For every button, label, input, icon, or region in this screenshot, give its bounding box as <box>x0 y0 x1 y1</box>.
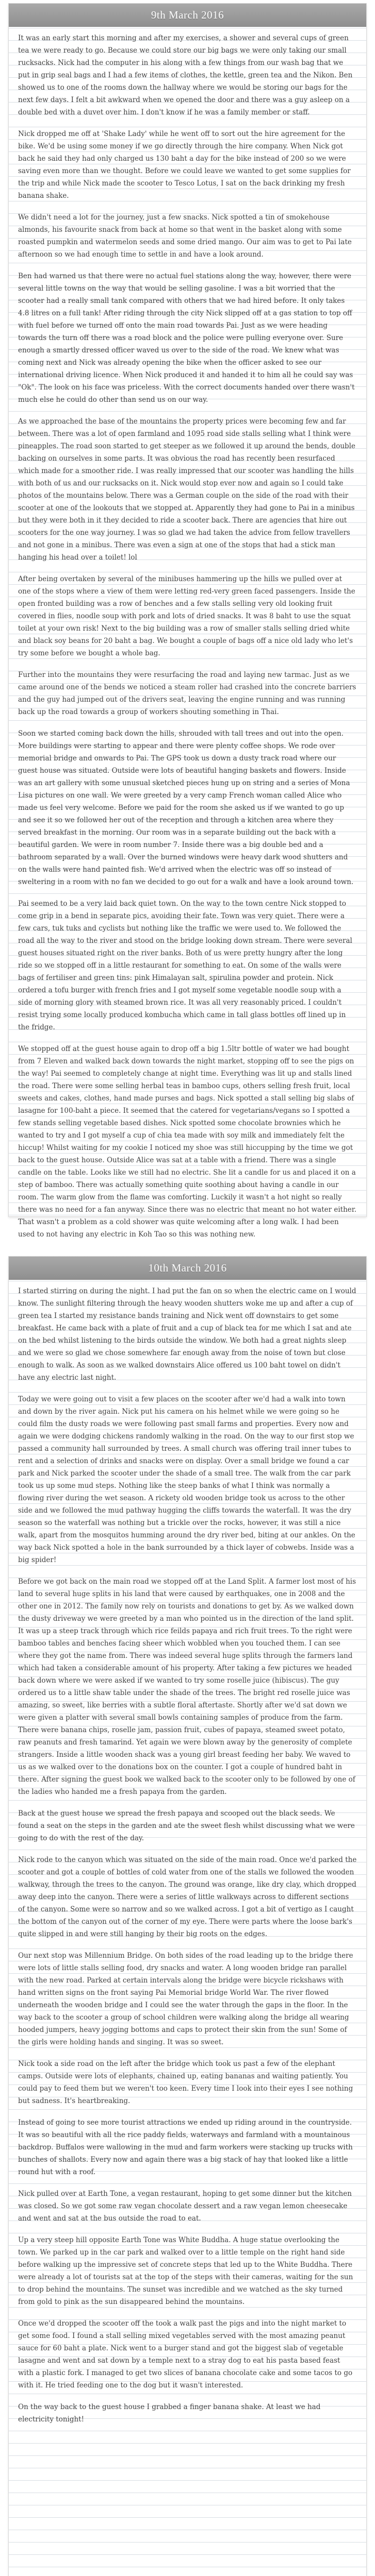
entry-date: 9th March 2016 <box>151 8 224 21</box>
entry-paragraph: Up a very steep hill opposite Earth Tone was White Buddha. A huge statue overlooking the town. We parked up in the car park and walked over to a little temple on the right hand side before walking up the impressive set of concrete steps that led up to the White Buddha. There were already a lot of tourists sat at the top of the steps with their cameras, waiting for the sun to drop behind the mountains. The sunset was incredible and we watched as the sky turned from gold to pink as the sun disappeared behind the mountains. <box>18 2236 353 2306</box>
entry-paragraph: As we approached the base of the mountains the property prices were becoming few and far between. There was a lot of open farmland and 1095 road side stalls selling what I think were pineapples. The road soon started to get steeper as we followed it up around the bends, double backing on ourselves in some parts. It was obvious the road has recently been resurfaced which made for a smoother ride. I was really impressed that our scooter was handling the hills with both of us and our rucksacks on it. Nick would stop ever now and again so I could take photos of the mountains below. There was a German couple on the side of the road with their scooter at one of the lookouts that we stopped at. Apparently they had gone to Pai in a minibus but they were both in it they decided to ride a scooter back. There are agencies that hire out scooters for the one way journey. I was so glad we had taken the advice from fellow travellers and not gone in a minibus. There was even a sign at one of the stops that had a stick man hanging his head over a toilet! lol <box>18 417 355 562</box>
entry-paragraph: Further into the mountains they were resurfacing the road and laying new tarmac. Just as we came around one of the bends we noticed a steam roller had crashed into the concrete barriers and the guy had jumped out of the drivers seat, leaving the engine running and was running back up the road towards a group of workers shouting something in Thai. <box>18 671 356 716</box>
journal-entry-card <box>8 1256 367 2576</box>
entry-body <box>9 27 366 1247</box>
entry-paragraph: After being overtaken by several of the minibuses hammering up the hills we pulled over at one of the stops where a view of them were letting red-very green faced passengers. Inside the open fronted building was a row of benches and a few stalls selling very old looking fruit covered in flies, noodle soup with pork and lots of dried snacks. It was 8 baht to use the squat toilet at your own risk! Next to the big building was a row of smaller stalls selling dried white and black soy beans for 20 baht a bag. We bought a couple of bags off a nice old lady who let's try some before we bought a whole bag. <box>18 575 355 657</box>
entry-header <box>9 4 366 27</box>
entry-paragraph: Once we'd dropped the scooter off the took a walk past the pigs and into the night market to get some food. I found a stall selling mixed vegetables served with the most amazing peanut sauce for 60 baht a plate. Nick went to a burger stand and got the biggest slab of vegetable lasagne and went and sat down by a temple next to a stray dog to eat his pasta based feast with a plastic fork. I managed to get two slices of banana chocolate cake and some tacos to go with it. He tried feeding one to the dog but it wasn't interested. <box>18 2319 353 2389</box>
entry-paragraph: Back at the guest house we spread the fresh papaya and scooped out the black seeds. We found a seat on the steps in the garden and ate the sweet flesh whilst discussing what we were going to do with the rest of the day. <box>18 1809 355 1842</box>
entry-paragraph: Pai seemed to be a very laid back quiet town. On the way to the town centre Nick stopped to come grip in a bend in separate pics, avoiding their fate. Town was very quiet. There were a few cars, tuk tuks and cyclists but nothing like the traffic we were used to. We followed the road all the way to the river and stood on the bridge looking down stream. There were several guest houses situated right on the river banks. Both of us were pretty hungry after the long ride so we stopped off in a little restaurant for something to eat. On some of the walls were bags of fertiliser and green tins: pink Himalayan salt, spirulina powder and protein. Nick ordered a tofu burger with french fries and I got myself some vegetable noodle soup with a side of morning glory with steamed brown rice. It was all very reasonably priced. I couldn't resist trying some locally produced kombucha which came in tall glass bottles off lined up in the fridge. <box>18 900 352 1031</box>
entry-paragraph: Before we got back on the main road we stopped off at the Land Split. A farmer lost most of his land to several huge splits in his land that were caused by earthquakes, one in 2008 and the other one in 2012. The family now rely on tourists and donations to get by. As we walked down the dusty driveway we were greeted by a man who pointed us in the direction of the land split. It was up a steep track through which rice feilds papaya and rich fruit trees. To the right were bamboo tables and benches facing sheer which wobbled when you touched them. I can see where they got the name from. There was indeed several huge splits through the farmers land which had taken a considerable amount of his property. After taking a few pictures we headed back down where we were asked if we wanted to try some roselle juice (hibiscus). The guy ordered us to a little shaw table under the shade of the trees. The bright red roselle juice was amazing, so sweet, like berries with a subtle floral aftertaste. Shortly after we'd sat down we were given a platter with several small bowls containing samples of produce from the farm. There were banana chips, roselle jam, passion fruit, cubes of papaya, steamed sweet potato, raw peanuts and fresh tamarind. Yet again we were blown away by the generosity of complete strangers. Inside a little wooden shack was a young girl breast feeding her baby. We waved to us as we walked over to the donations box on the counter. I got a couple of hundred baht in there. After signing the guest book we walked back to the scooter only to be followed by one of the ladies who handed me a fresh papaya from the garden. <box>18 1578 356 1796</box>
entry-paragraph: Today we were going out to visit a few places on the scooter after we'd had a walk into town and down by the river again. Nick put his camera on his helmet while we were going so he could film the dusty roads we were following past small farms and properties. Every now and again we were dodging chickens randomly walking in the road. On the way to our first stop we passed a community hall surrounded by trees. A small church was offering trail inner tubes to rent and a selection of drinks and snacks were on display. Over a small bridge we found a car park and Nick parked the scooter under the shade of a small tree. The walk from the car park took us up some mud steps. Nothing like the steep banks of what I think was normally a flowing river during the wet season. A rickety old wooden bridge took us across to the other side and we followed the mud pathway hugging the cliffs towards the waterfall. It was the dry season so the waterfall was nothing but a trickle over the rocks, however, it was still a nice walk, apart from the mosquitos humming around the dry river bed, biting at our ankles. On the way back Nick spotted a hole in the bank surrounded by a thick layer of cobwebs. Inside was a big spider! <box>18 1395 355 1564</box>
entry-paragraph: Nick took a side road on the left after the bridge which took us past a few of the elephant camps. Outside were lots of elephants, chained up, eating bananas and waiting patiently. You could pay to feed them but we weren't too keen. Every time I look into their eyes I see nothing but sadness. It's heartbreaking. <box>18 2060 353 2105</box>
entry-paragraph: I started stirring on during the night. I had put the fan on so when the electric came on I would know. The sunlight filtering through the heavy wooden shutters woke me up and after a cup of green tea I started my resistance bands training and Nick went off downstairs to get some breakfast. He came back with a plate of fruit and a cup of black tea for me which I sat and ate on the bed whilst listening to the birds outside the window. We both had a great nights sleep and we were so glad we chose somewhere far enough away from the noise of town but close enough to walk. As soon as we walked downstairs Alice offered us 100 baht towel on didn't have any electric last night. <box>18 1287 356 1382</box>
entry-date: 10th March 2016 <box>148 1261 227 1274</box>
entry-paragraph: Our next stop was Millennium Bridge. On both sides of the road leading up to the bridge there were lots of little stalls selling food, dry snacks and water. A long wooden bridge ran parallel with the new road. Parked at certain intervals along the bridge were bicycle rickshaws with hand written signs on the front saying Pai Memorial bridge World War. The river flowed underneath the wooden bridge and I could see the water through the gaps in the floor. In the way back to the scooter a group of school children were walking along the bridge all wearing hooded jumpers, heavy jogging bottoms and caps to protect their skin from the sun! Some of the girls were holding hands and singing. It was so sweet. <box>18 1952 353 2046</box>
entry-paragraph: Nick dropped me off at 'Shake Lady' while he went off to sort out the hire agreement for the bike. We'd be using some money if we go directly through the hire company. When Nick got back he said they had only charged us 130 baht a day for the bike instead of 200 so we were saving even more than we thought. Before we could leave we wanted to get some supplies for the trip and while Nick made the scooter to Tesco Lotus, I sat on the back drinking my fresh banana shake. <box>18 130 351 200</box>
entry-header <box>9 1257 366 1280</box>
journal-entry-card <box>8 3 367 1239</box>
entry-paragraph: It was an early start this morning and after my exercises, a shower and several cups of green tea we were ready to go. Because we could store our big bags we were only taking our small rucksacks. Nick had the computer in his along with a few things from our wash bag that we put in grip seal bags and I had a few items of clothes, the kettle, green tea and the Nikon. Ben showed us to one of the rooms down the hallway where we would be storing our bags for the next few days. I felt a bit awkward when we opened the door and there was a guy asleep on a double bed with a duvet over him. I don't know if he was a family member or staff. <box>18 34 353 116</box>
entry-paragraph: Nick rode to the canyon which was situated on the side of the main road. Once we'd parked the scooter and got a couple of bottles of cold water from one of the stalls we followed the wooden walkway, through the trees to the canyon. The ground was orange, like dry clay, which dropped away deep into the canyon. There were a series of little walkways across to different sections of the canyon. Some were so narrow and so we walked across. I got a bit of vertigo as I caught the bottom of the canyon out of the corner of my eye. There were parts where the loose bark's quite slipped in and were still hanging by their big roots on the edges. <box>18 1856 357 1938</box>
entry-body <box>9 1280 366 2432</box>
entry-paragraph: Nick pulled over at Earth Tone, a vegan restaurant, hoping to get some dinner but the kitchen was closed. So we got some raw vegan chocolate dessert and a raw vegan lemon cheesecake and went and sat at the bus outside the road to eat. <box>18 2190 352 2223</box>
entry-paragraph: On the way back to the guest house I grabbed a finger banana shake. At least we had electricity tonight! <box>18 2403 321 2424</box>
entry-paragraph: Soon we started coming back down the hills, shrouded with tall trees and out into the open. More buildings were starting to appear and there were plenty coffee shops. We rode over memorial bridge and onwards to Pai. The GPS took us down a dusty track road where our guest house was situated. Outside were lots of beautiful hanging baskets and flowers. Inside was an art gallery with some unusual sketched pieces hung up on string and a series of Mona Lisa pictures on one wall. We were greeted by a very camp French woman called Alice who made us feel very welcome. Before we paid for the room she asked us if we wanted to go up and see it so we followed her out of the reception and through a kitchen area where they served breakfast in the morning. Our room was in a separate building out the back with a beautiful garden. We were in room number 7. Inside there was a big double bed and a bathroom separated by a wall. Over the burned windows were heavy dark wood shutters and on the walls were hand painted fish. We'd arrived when the electric was off so instead of sweltering in a room with no fan we decided to go out for a walk and have a look around town. <box>18 730 354 886</box>
entry-paragraph: We stopped off at the guest house again to drop off a big 1.5ltr bottle of water we had bought from 7 Eleven and walked back down towards the night market, stopping off to see the pigs on the way! Pai seemed to completely change at night time. Everything was lit up and stalls lined the road. There were some selling herbal teas in bamboo cups, others selling fresh fruit, local sweets and cakes, clothes, hand made purses and bags. Nick spotted a stall selling big slabs of lasagne for 100-baht a piece. It seemed that the catered for vegetarians/vegans so I spotted a few stands selling vegetable based dishes. Nick spotted some chocolate brownies which he wanted to try and I got myself a cup of chia tea made with soy milk and immediately felt the hiccup! Whilst waiting for my cookie I noticed my shoe was still hiccupping by the time we got back to the guest house. Outside Alice was sat at a table with a friend. There was a single candle on the table. Looks like we still had no electric. She lit a candle for us and placed it on a step of bamboo. There was actually something quite soothing about having a candle in our room. The warm glow from the flame was comforting. Luckily it wasn't a hot night so really there was no need for a fan anyway. Since there was no electric that meant no hot water either. That wasn't a problem as a cold shower was quite welcoming after a long walk. I had been used to not having any electric in Koh Tao so this was nothing new. <box>18 1045 357 1239</box>
entry-paragraph: Instead of going to see more tourist attractions we ended up riding around in the countryside. It was so beautiful with all the rice paddy fields, waterways and farmland with a mountainous backdrop. Buffalos were wallowing in the mud and farm workers were stacking up trucks with bunches of shallots. Every now and again there was a big stack of hay that looked like a little round hut with a roof. <box>18 2119 353 2176</box>
entry-paragraph: Ben had warned us that there were no actual fuel stations along the way, however, there were several little towns on the way that would be selling gasoline. I was a bit worried that the scooter had a really small tank compared with others that we had hired before. It only takes 4.8 litres on a full tank! After riding through the city Nick slipped off at a gas station to top off with fuel before we turned off onto the main road towards Pai. Just as we were heading towards the turn off there was a road block and the police were pulling everyone over. Sure enough a smartly dressed officer waved us over to the side of the road. We knew what was coming next and Nick was already opening the bike when the officer asked to see our international driving licence. When Nick produced it and handed it to him all he could say was "Ok". The look on his face was priceless. With the correct documents handed over there wasn't much else he could do other than send us on our way. <box>18 272 355 404</box>
entry-paragraph: We didn't need a lot for the journey, just a few snacks. Nick spotted a tin of smokehouse almonds, his favourite snack from back at home so that went in the basket along with some roasted pumpkin and watermelon seeds and some dried mango. Our aim was to get to Pai late afternoon so we had enough time to settle in and have a look around. <box>18 213 352 259</box>
